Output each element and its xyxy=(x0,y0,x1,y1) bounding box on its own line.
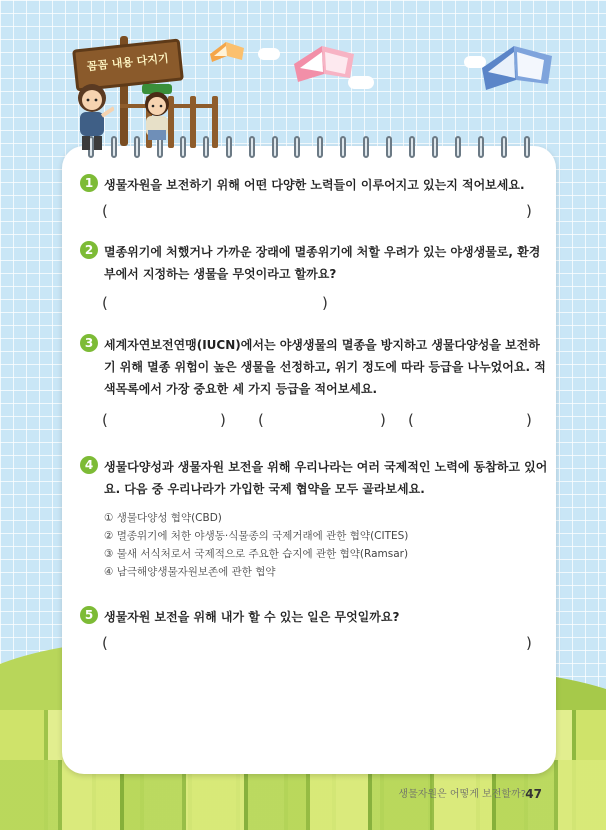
question-1 xyxy=(80,174,550,224)
answer-blank-open: ( xyxy=(102,634,108,652)
flying-book-blue-icon xyxy=(480,42,554,92)
chapter-footer: 생물자원은 어떻게 보전할까? xyxy=(398,789,526,800)
answer-blank-2-open: ( xyxy=(258,411,264,429)
question-text: 생물다양성과 생물자원 보전을 위해 우리나라는 여러 국제적인 노력에 동참하고 있어요. 다음 중 우리나라가 가입한 국제 협약을 모두 골라보세요. xyxy=(104,460,548,496)
question-5 xyxy=(80,606,550,632)
option-2: ② 멸종위기에 처한 야생동·식물종의 국제거래에 관한 협약(CITES) xyxy=(104,530,409,542)
answer-blank-1-open: ( xyxy=(102,411,108,429)
question-number-badge: 2 xyxy=(80,241,98,259)
question-text: 생물자원 보전을 위해 내가 할 수 있는 일은 무엇일까요? xyxy=(104,610,400,624)
question-4 xyxy=(80,456,550,506)
answer-blank-3-close: ) xyxy=(526,411,532,429)
answer-blank-close: ) xyxy=(526,202,532,220)
option-3: ③ 물새 서식처로서 국제적으로 주요한 습지에 관한 협약(Ramsar) xyxy=(104,548,409,560)
option-1: ① 생물다양성 협약(CBD) xyxy=(104,512,222,524)
question-number-badge: 4 xyxy=(80,456,98,474)
section-sign-label: 꼼꼼 내용 다지기 xyxy=(86,51,170,74)
answer-blank-3-open: ( xyxy=(408,411,414,429)
answer-blank-open: ( xyxy=(102,202,108,220)
page-number: 47 xyxy=(525,787,542,801)
answer-blank-close: ) xyxy=(526,634,532,652)
question-number-badge: 3 xyxy=(80,334,98,352)
spiral-binding xyxy=(62,136,556,160)
answer-blank-1-close: ) xyxy=(220,411,226,429)
question-2 xyxy=(80,241,550,301)
question-text: 세계자연보전연맹(IUCN)에서는 야생생물의 멸종을 방지하고 생물다양성을 보전하기 위해 멸종 위험이 높은 생물을 선정하고, 위기 정도에 따라 등급을 나누었어요. 적색목록에서 가장 중요한 세 가지 등급을 적어보세요. xyxy=(104,338,546,396)
question-number-badge: 5 xyxy=(80,606,98,624)
question-text: 멸종위기에 처했거나 가까운 장래에 멸종위기에 처할 우려가 있는 야생생물로, 환경부에서 지정하는 생물을 무엇이라고 할까요? xyxy=(104,245,541,281)
question-text: 생물자원을 보전하기 위해 어떤 다양한 노력들이 이루어지고 있는지 적어보세요. xyxy=(104,178,525,192)
fence-post xyxy=(190,96,196,148)
fence-post xyxy=(212,96,218,148)
option-4: ④ 남극해양생물자원보존에 관한 협약 xyxy=(104,566,276,578)
answer-blank-close: ) xyxy=(322,294,328,312)
flying-book-pink-icon xyxy=(292,40,356,84)
answer-blank-open: ( xyxy=(102,294,108,312)
answer-blank-2-close: ) xyxy=(380,411,386,429)
flying-book-orange-icon xyxy=(208,36,246,64)
boy-character-illustration xyxy=(72,80,114,152)
girl-character-illustration xyxy=(138,84,178,142)
question-3 xyxy=(80,334,550,414)
cloud-decoration xyxy=(258,48,280,60)
question-number-badge: 1 xyxy=(80,174,98,192)
